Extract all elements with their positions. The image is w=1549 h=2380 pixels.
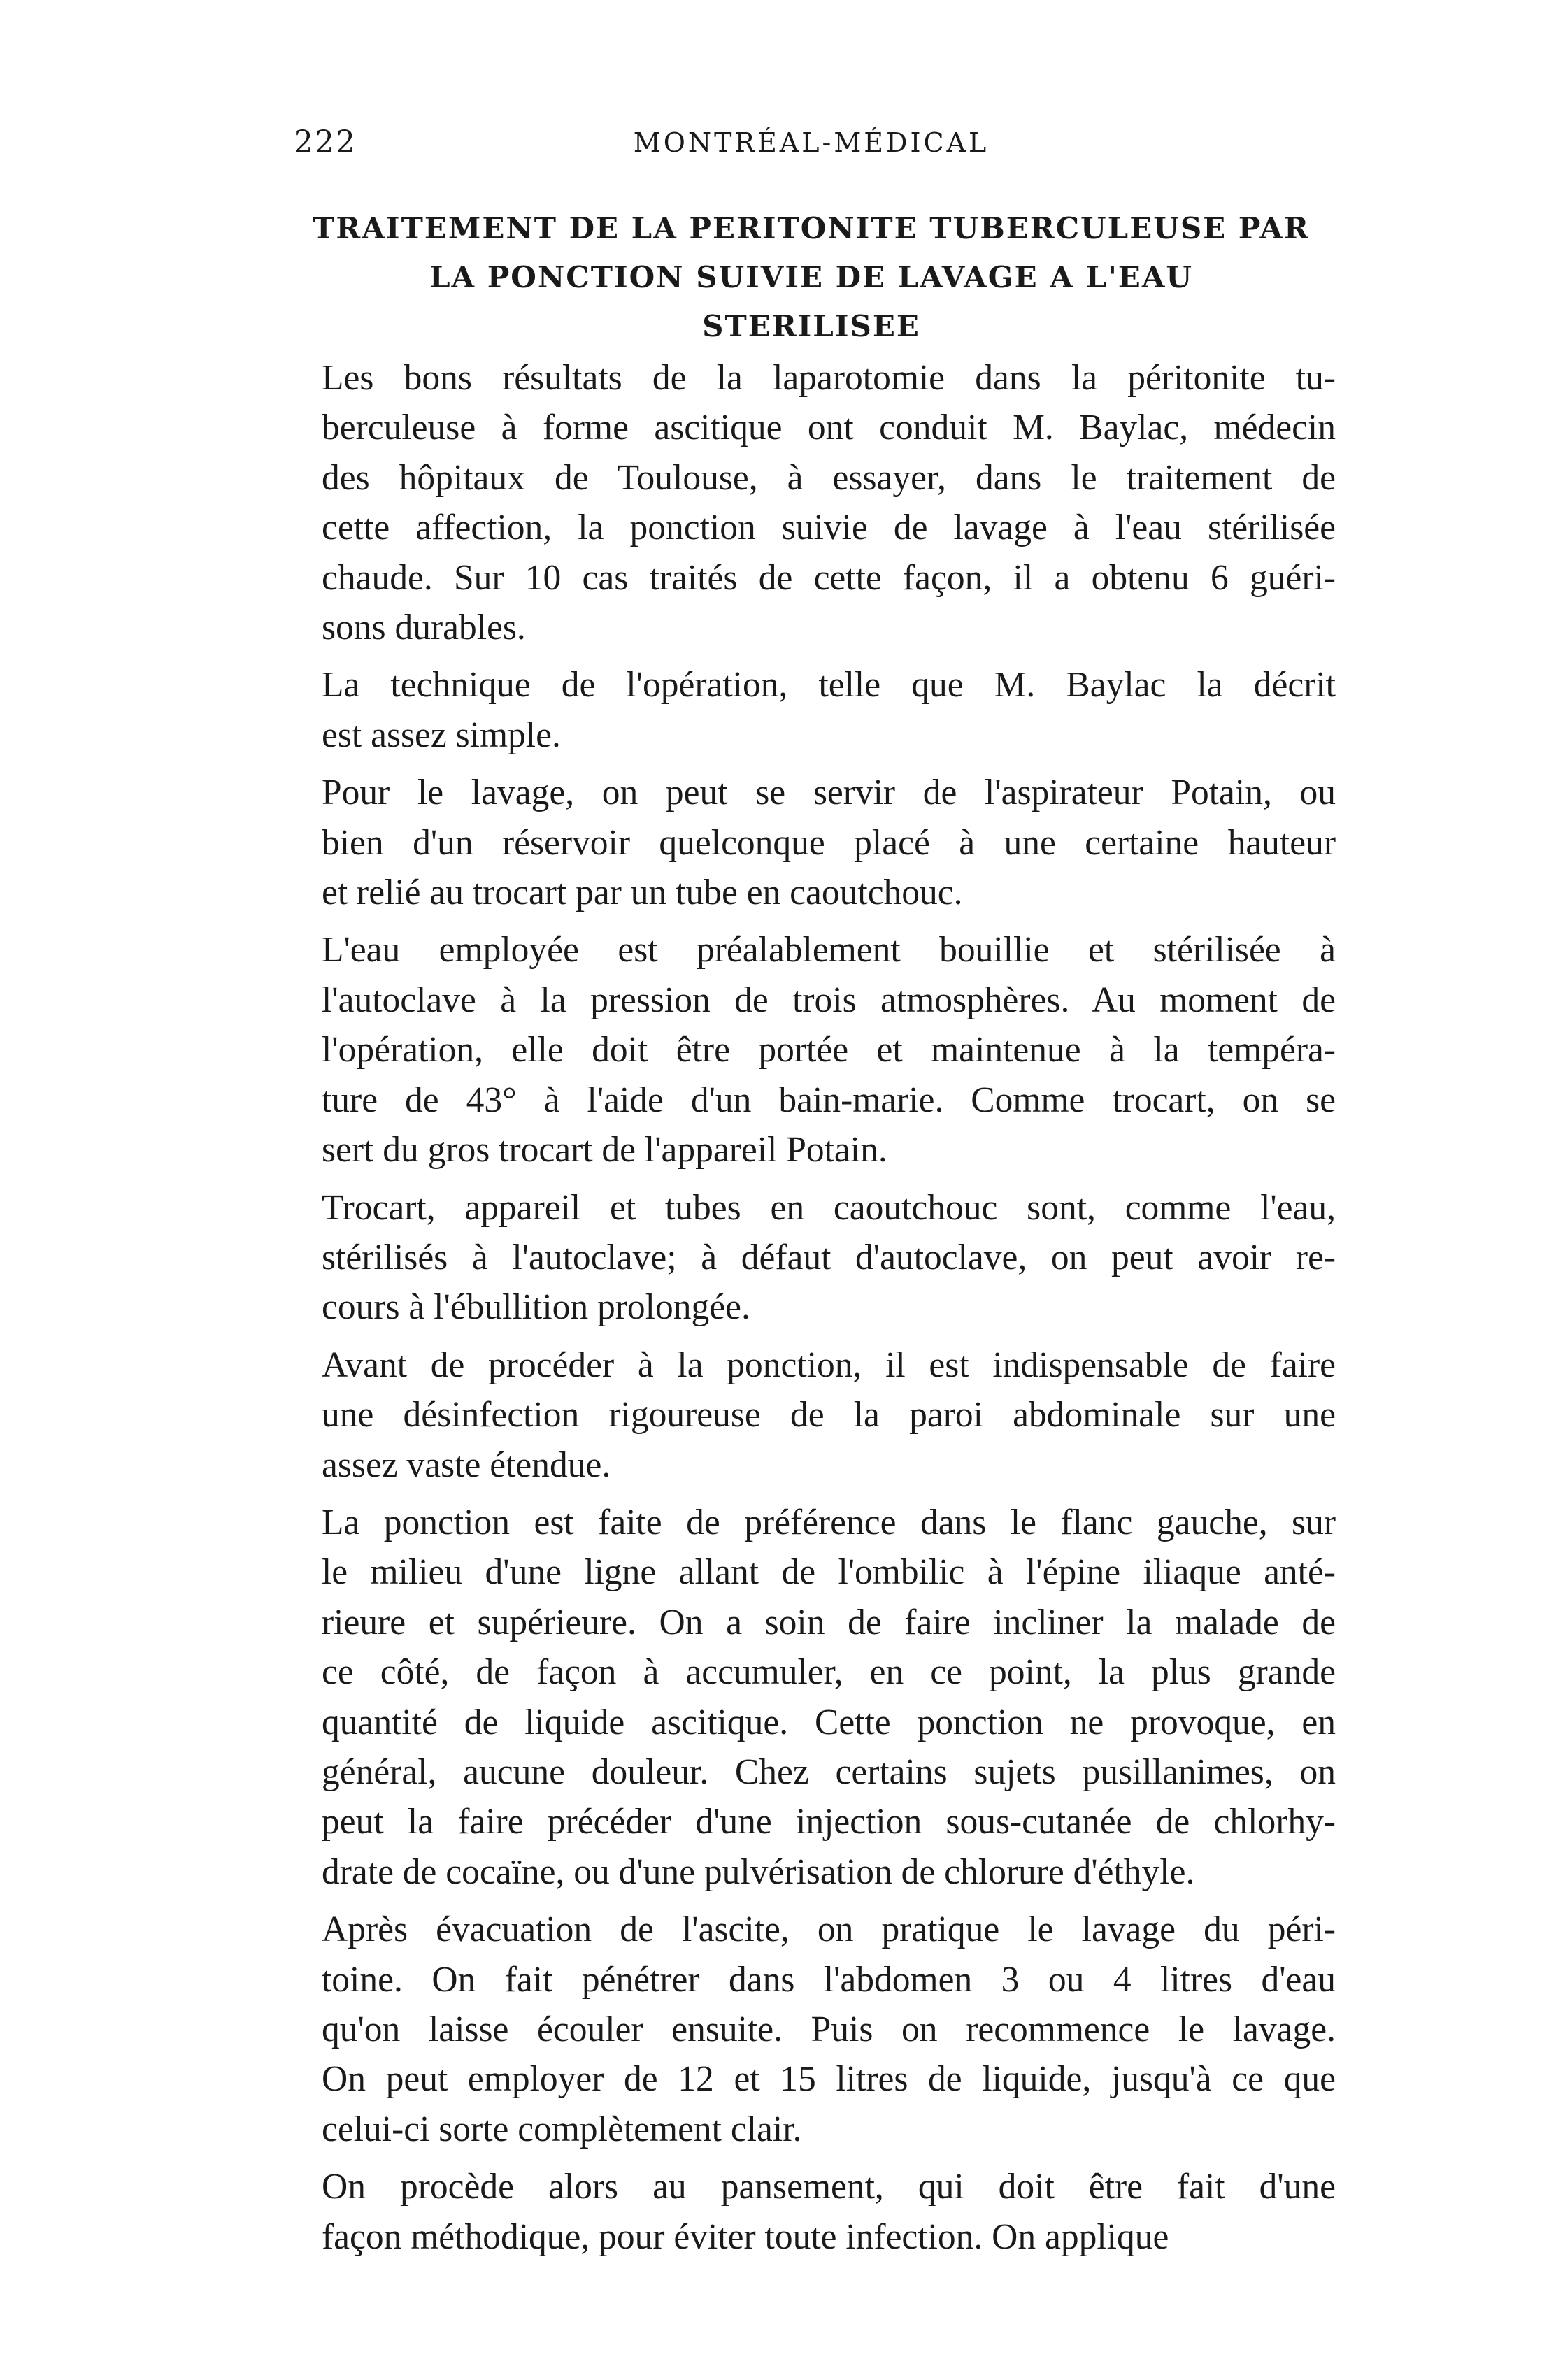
paragraph xyxy=(287,1905,1336,2154)
page-number: 222 xyxy=(294,124,357,160)
article-title xyxy=(287,204,1336,351)
paragraph xyxy=(287,353,1336,652)
text-line: drate de cocaïne, ou d'une pulvérisation de chlorure d'éthyle. xyxy=(322,1851,1195,1892)
text-line: ce côté, de façon à accumuler, en ce point, la plus grande xyxy=(322,1652,1336,1693)
paragraph xyxy=(287,660,1336,760)
paragraph xyxy=(287,1183,1336,1333)
text-line: chaude. Sur 10 cas traités de cette façon, il a obtenu 6 guéri- xyxy=(322,557,1336,598)
text-line: toine. On fait pénétrer dans l'abdomen 3 ou 4 litres d'eau xyxy=(322,1959,1336,2000)
text-line: La ponction est faite de préférence dans le flanc gauche, sur xyxy=(322,1502,1336,1542)
text-line: ture de 43° à l'aide d'un bain-marie. Comme trocart, on se xyxy=(322,1080,1336,1120)
text-line: Trocart, appareil et tubes en caoutchouc sont, comme l'eau, xyxy=(322,1187,1336,1228)
paragraph xyxy=(287,2162,1336,2262)
text-line: l'autoclave à la pression de trois atmosphères. Au moment de xyxy=(322,980,1336,1020)
text-line: cette affection, la ponction suivie de lavage à l'eau stérilisée xyxy=(322,508,1336,548)
paragraph xyxy=(287,1340,1336,1490)
page-header xyxy=(294,124,1329,173)
text-line: stérilisés à l'autoclave; à défaut d'autoclave, on peut avoir re- xyxy=(322,1237,1336,1277)
text-line: assez vaste étendue. xyxy=(322,1445,611,1485)
title-line: STERILISEE xyxy=(702,309,920,343)
text-line: berculeuse à forme ascitique ont conduit M. Baylac, médecin xyxy=(322,408,1336,448)
text-line: peut la faire précéder d'une injection sous-cutanée de chlorhy- xyxy=(322,1802,1336,1842)
text-line: L'eau employée est préalablement bouillie et stérilisée à xyxy=(322,930,1336,970)
text-line: bien d'un réservoir quelconque placé à une certaine hauteur xyxy=(322,822,1336,863)
text-line: La technique de l'opération, telle que M. Baylac la décrit xyxy=(322,665,1336,705)
article-body xyxy=(287,353,1336,2270)
text-line: qu'on laisse écouler ensuite. Puis on recommence le lavage. xyxy=(322,2009,1336,2049)
text-line: Les bons résultats de la laparotomie dans la péritonite tu- xyxy=(322,358,1336,398)
text-line: Avant de procéder à la ponction, il est indispensable de faire xyxy=(322,1345,1336,1385)
text-line: Après évacuation de l'ascite, on pratique le lavage du péri- xyxy=(322,1909,1336,1950)
text-line: celui-ci sorte complètement clair. xyxy=(322,2109,802,2149)
text-line: l'opération, elle doit être portée et maintenue à la tempéra- xyxy=(322,1030,1336,1070)
text-line: une désinfection rigoureuse de la paroi abdominale sur une xyxy=(322,1395,1336,1435)
text-line: sert du gros trocart de l'appareil Potain. xyxy=(322,1130,887,1170)
paragraph xyxy=(287,925,1336,1175)
title-line: LA PONCTION SUIVIE DE LAVAGE A L'EAU xyxy=(429,260,1194,294)
text-line: et relié au trocart par un tube en caoutchouc. xyxy=(322,873,963,913)
text-line: le milieu d'une ligne allant de l'ombilic à l'épine iliaque anté- xyxy=(322,1552,1336,1593)
text-line: sons durables. xyxy=(322,608,526,648)
text-line: quantité de liquide ascitique. Cette ponction ne provoque, en xyxy=(322,1702,1336,1742)
paragraph xyxy=(287,1498,1336,1897)
text-line: façon méthodique, pour éviter toute infection. On applique xyxy=(322,2216,1169,2257)
text-line: On peut employer de 12 et 15 litres de liquide, jusqu'à ce que xyxy=(322,2059,1336,2100)
text-line: Pour le lavage, on peut se servir de l'aspirateur Potain, ou xyxy=(322,773,1336,813)
text-line: On procède alors au pansement, qui doit être fait d'une xyxy=(322,2167,1336,2207)
text-line: général, aucune douleur. Chez certains sujets pusillanimes, on xyxy=(322,1751,1336,1792)
text-line: cours à l'ébullition prolongée. xyxy=(322,1287,750,1328)
paragraph xyxy=(287,768,1336,917)
title-line: TRAITEMENT DE LA PERITONITE TUBERCULEUSE PAR xyxy=(313,211,1310,245)
text-line: rieure et supérieure. On a soin de faire incliner la malade de xyxy=(322,1602,1336,1642)
running-head: MONTRÉAL-MÉDICAL xyxy=(633,127,990,158)
text-line: des hôpitaux de Toulouse, à essayer, dans le traitement de xyxy=(322,457,1336,498)
text-line: est assez simple. xyxy=(322,715,561,755)
